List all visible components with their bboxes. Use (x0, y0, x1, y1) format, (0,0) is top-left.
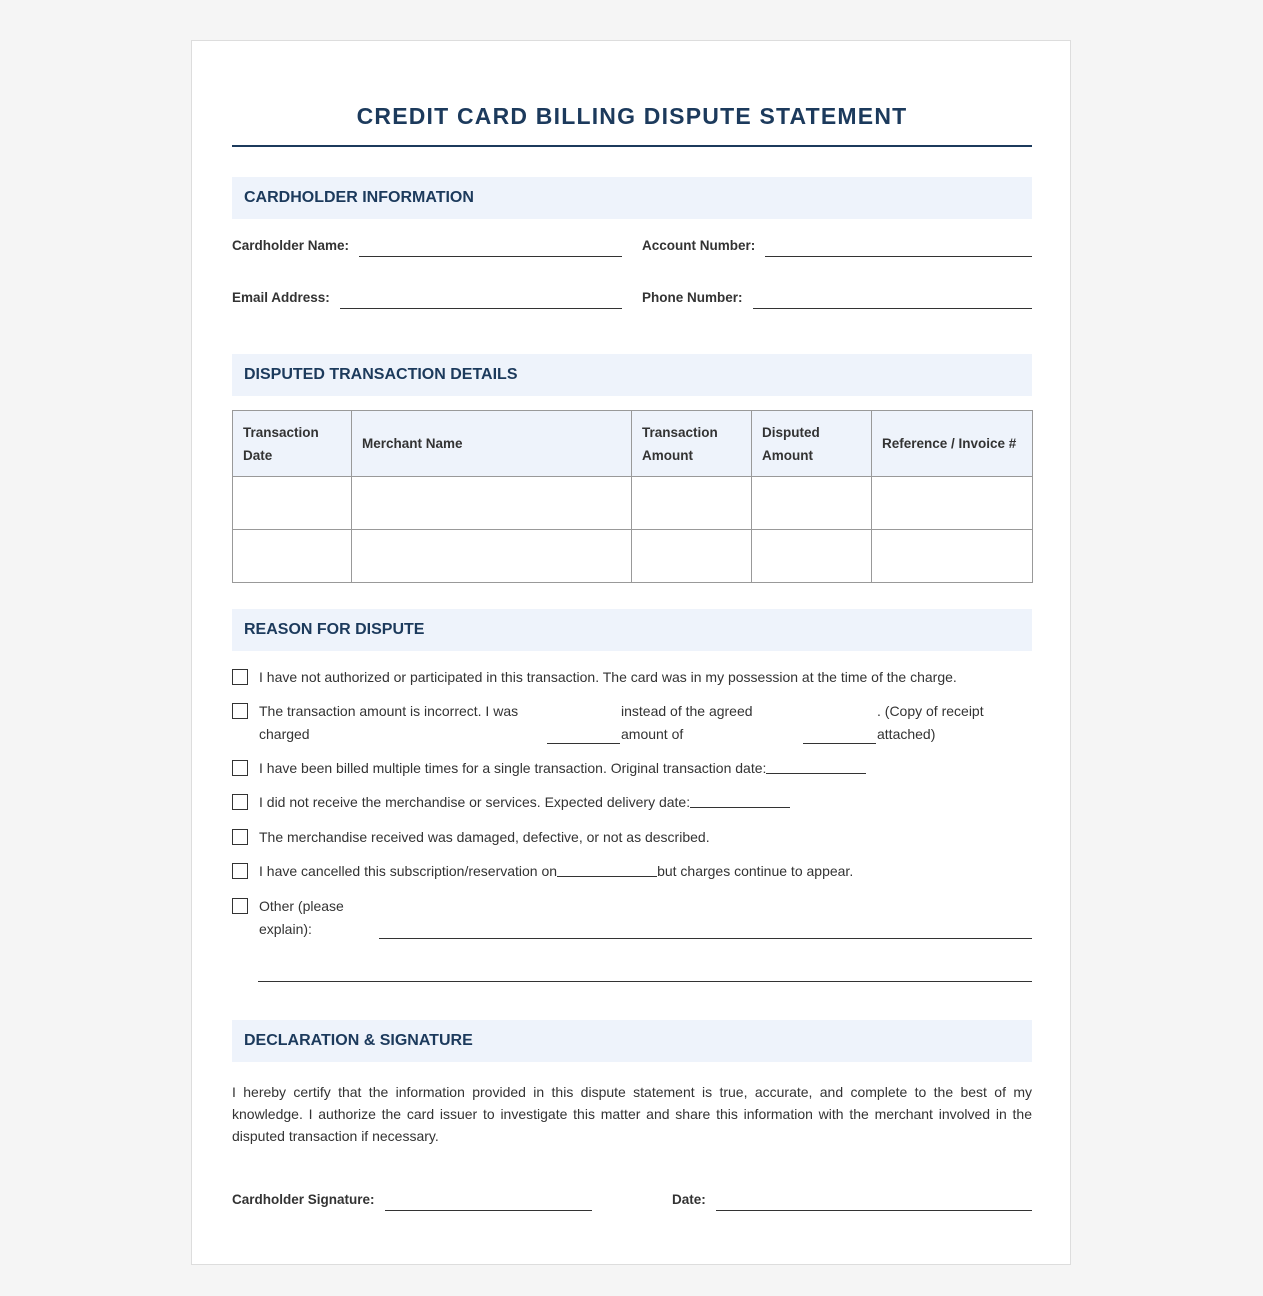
signature-label: Cardholder Signature: (232, 1192, 375, 1207)
cardholder-name-label: Cardholder Name: (232, 238, 350, 253)
column-header-transaction-date: Transaction Date (233, 411, 352, 477)
checkbox-not-received[interactable] (232, 794, 248, 810)
reason-cancelled-part-a: I have cancelled this subscription/reservation on (259, 863, 558, 879)
reason-damaged-text: The merchandise received was damaged, defective, or not as described. (259, 829, 710, 845)
email-address-field (232, 285, 622, 309)
table-cell[interactable] (233, 530, 352, 583)
reason-incorrect-part-f: attached) (877, 726, 936, 742)
declaration-text: I hereby certify that the information provided in this dispute statement is true, accurate, and complete to the best of my knowledge. I authorize the card issuer to investigate this matter and share this information with the merchant involved in the disputed transaction if necessary. (232, 1084, 1032, 1144)
column-header-merchant-name: Merchant Name (352, 411, 632, 477)
email-address-input[interactable] (340, 288, 622, 309)
reason-cancelled-part-b: but charges continue to appear. (657, 863, 854, 879)
account-number-label: Account Number: (642, 238, 756, 253)
reason-incorrect-text-2 (621, 700, 803, 746)
expected-delivery-date-blank[interactable] (690, 791, 790, 808)
reason-incorrect-part-e: . (Copy of receipt (877, 703, 984, 719)
section-heading-cardholder: CARDHOLDER INFORMATION (232, 177, 1032, 219)
table-cell[interactable] (752, 477, 872, 530)
table-cell[interactable] (632, 477, 752, 530)
cardholder-name-field (232, 233, 622, 257)
table-cell[interactable] (352, 477, 632, 530)
phone-number-label: Phone Number: (642, 290, 743, 305)
checkbox-multiple-billing[interactable] (232, 760, 248, 776)
reason-not-received-text: I did not receive the merchandise or services. Expected delivery date: (259, 794, 691, 810)
reason-incorrect-part-d: amount of (621, 726, 684, 742)
reason-option-unauthorized (232, 666, 957, 689)
table-row (233, 477, 1033, 530)
reason-incorrect-part-a: The transaction amount is incorrect. I was (259, 703, 519, 719)
reason-option-not-received (232, 791, 791, 814)
other-explanation-line-2[interactable] (258, 981, 1032, 982)
table-cell[interactable] (872, 530, 1033, 583)
section-heading-reason: REASON FOR DISPUTE (232, 609, 1032, 651)
original-transaction-date-blank[interactable] (766, 757, 866, 774)
reason-unauthorized-text: I have not authorized or participated in this transaction. The card was in my possession at the time of the charge. (259, 669, 957, 685)
reason-option-other (232, 895, 369, 941)
cardholder-name-input[interactable] (359, 236, 622, 257)
table-cell[interactable] (872, 477, 1033, 530)
phone-number-input[interactable] (753, 288, 1032, 309)
document-title: CREDIT CARD BILLING DISPUTE STATEMENT (356, 103, 908, 129)
checkbox-cancelled[interactable] (232, 863, 248, 879)
table-cell[interactable] (752, 530, 872, 583)
other-explanation-line-1[interactable] (379, 938, 1032, 939)
table-cell[interactable] (632, 530, 752, 583)
reason-other-part-a: Other (please (259, 898, 344, 914)
signature-date-input[interactable] (716, 1190, 1032, 1211)
table-cell[interactable] (233, 477, 352, 530)
checkbox-other[interactable] (232, 898, 248, 914)
section-heading-transactions: DISPUTED TRANSACTION DETAILS (232, 354, 1032, 396)
email-address-label: Email Address: (232, 290, 330, 305)
reason-incorrect-part-b: charged (259, 726, 310, 742)
agreed-amount-blank[interactable] (803, 727, 876, 744)
reason-other-part-b: explain): (259, 921, 312, 937)
checkbox-damaged[interactable] (232, 829, 248, 845)
reason-other-text (259, 895, 369, 941)
section-heading-declaration: DECLARATION & SIGNATURE (232, 1020, 1032, 1062)
charged-amount-blank[interactable] (547, 727, 620, 744)
signature-input[interactable] (385, 1190, 592, 1211)
column-header-transaction-amount: Transaction Amount (632, 411, 752, 477)
column-header-disputed-amount: Disputed Amount (752, 411, 872, 477)
transactions-table (232, 410, 1033, 583)
checkbox-unauthorized[interactable] (232, 669, 248, 685)
reason-incorrect-text-1 (259, 700, 547, 746)
reason-option-multiple-billing (232, 757, 867, 780)
account-number-field (642, 233, 1032, 257)
signature-date-field (672, 1187, 1032, 1211)
account-number-input[interactable] (765, 236, 1032, 257)
reason-incorrect-part-c: instead of the agreed (621, 703, 753, 719)
signature-field (232, 1187, 592, 1211)
table-header-row (233, 411, 1033, 477)
table-cell[interactable] (352, 530, 632, 583)
reason-incorrect-text-3 (877, 700, 997, 746)
checkbox-incorrect-amount[interactable] (232, 703, 248, 719)
cancellation-date-blank[interactable] (557, 860, 657, 877)
reason-multiple-text: I have been billed multiple times for a single transaction. Original transaction date: (259, 760, 767, 776)
table-row (233, 530, 1033, 583)
column-header-reference-invoice: Reference / Invoice # (872, 411, 1033, 477)
reason-option-incorrect-amount (232, 700, 997, 746)
title-rule (232, 145, 1032, 147)
document-page (191, 40, 1071, 1265)
reason-option-cancelled (232, 860, 853, 883)
reason-option-damaged (232, 826, 710, 849)
signature-date-label: Date: (672, 1192, 706, 1207)
phone-number-field (642, 285, 1032, 309)
